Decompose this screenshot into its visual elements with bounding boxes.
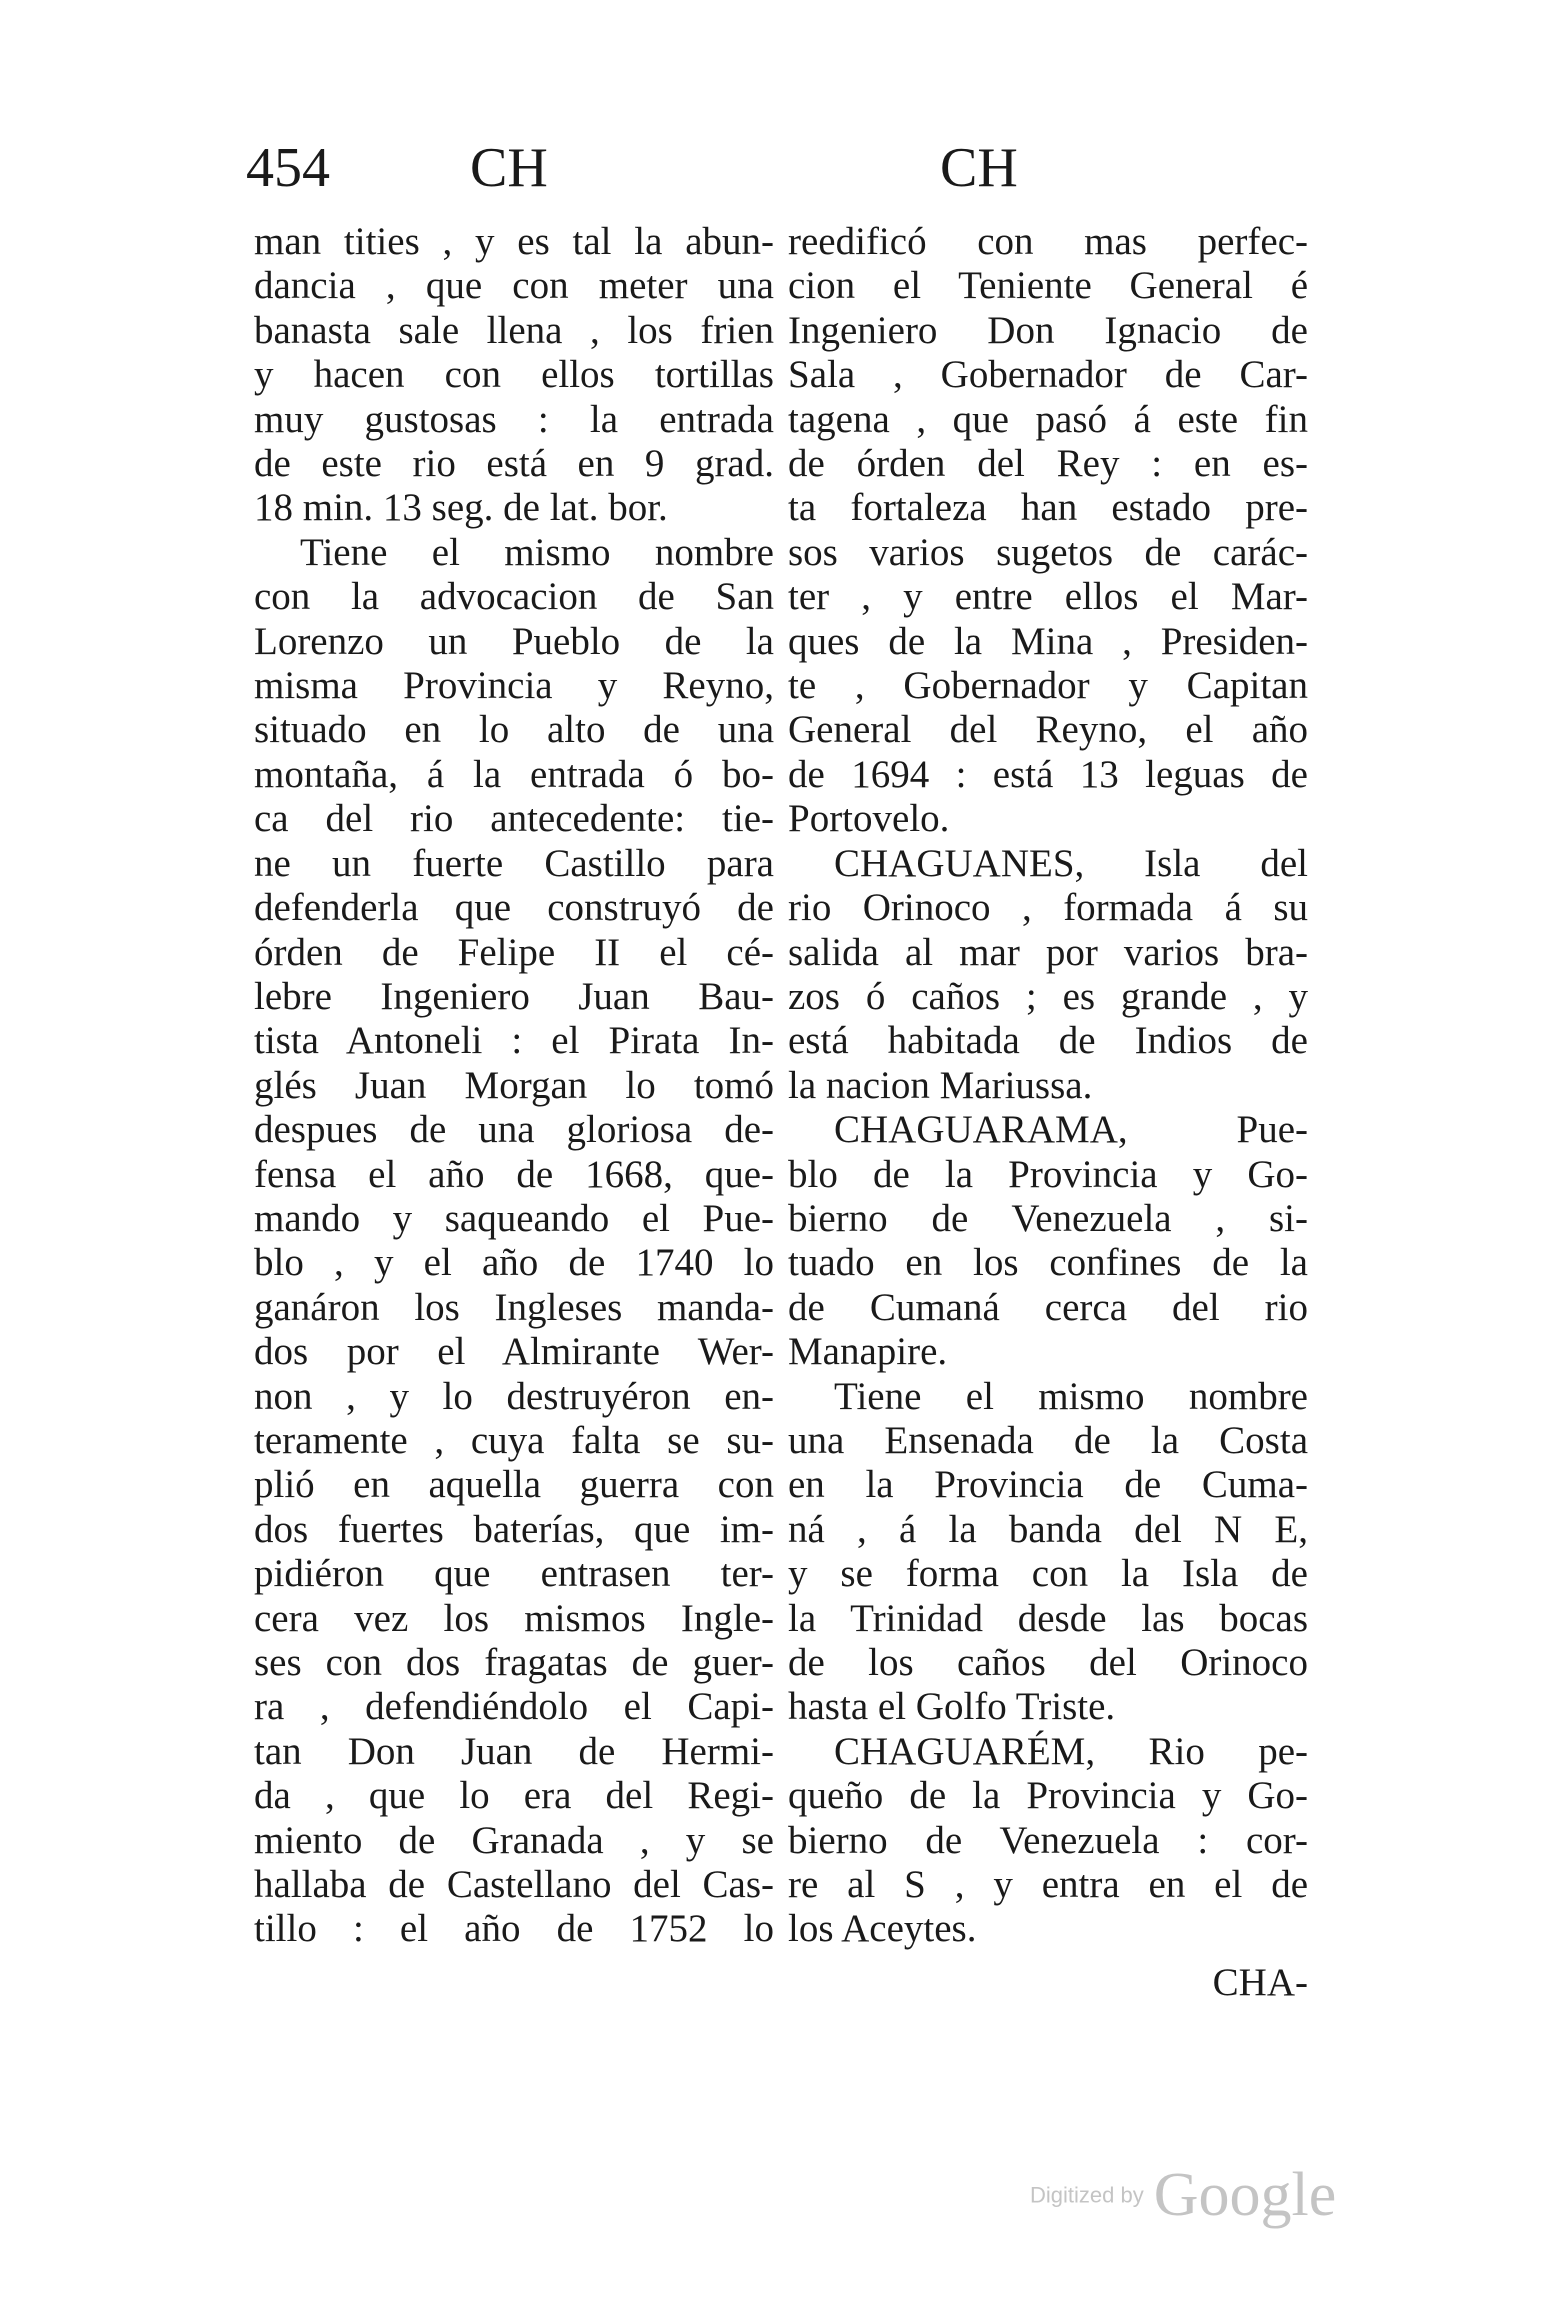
text-line: ganáron los Ingleses manda- (254, 1285, 774, 1329)
text-line: dos por el Almirante Wer- (254, 1330, 774, 1374)
text-line: banasta sale llena , los frien (254, 308, 774, 352)
page-number: 454 (246, 137, 330, 199)
text-line: Ingeniero Don Ignacio de (788, 308, 1308, 352)
text-line: y se forma con la Isla de (788, 1552, 1308, 1596)
text-line: ne un fuerte Castillo para (254, 841, 774, 885)
text-line: Manapire. (788, 1330, 948, 1374)
text-line: plió en aquella guerra con (254, 1463, 774, 1507)
text-line: reedificó con mas perfec- (788, 220, 1308, 263)
text-line: zos ó caños ; es grande , y (788, 974, 1308, 1018)
text-line: non , y lo destruyéron en- (254, 1374, 774, 1418)
text-line: misma Provincia y Reyno, (254, 664, 774, 708)
text-line: tagena , que pasó á este fin (788, 397, 1308, 441)
text-line: pidiéron que entrasen ter- (254, 1552, 774, 1596)
text-line: teramente , cuya falta se su- (254, 1418, 774, 1462)
text-line: 18 min. 13 seg. de lat. bor. (254, 486, 668, 530)
text-line: tista Antoneli : el Pirata In- (254, 1019, 774, 1063)
text-line: está habitada de Indios de (788, 1019, 1308, 1063)
text-line: mando y saqueando el Pue- (254, 1196, 774, 1240)
text-line: fensa el año de 1668, que- (254, 1152, 774, 1196)
text-line: ques de la Mina , Presiden- (788, 619, 1308, 663)
text-line: dos fuertes baterías, que im- (254, 1507, 774, 1551)
text-line: ra , defendiéndolo el Capi- (254, 1685, 774, 1729)
text-line: queño de la Provincia y Go- (788, 1774, 1308, 1818)
text-line: de órden del Rey : en es- (788, 442, 1308, 486)
text-line: man tities , y es tal la abun- (254, 220, 774, 263)
google-logo: Google (1153, 2161, 1337, 2229)
text-line: una Ensenada de la Costa (788, 1418, 1308, 1462)
text-line: re al S , y entra en el de (788, 1863, 1308, 1907)
text-line: Sala , Gobernador de Car- (788, 353, 1308, 397)
text-line: Tiene el mismo nombre (300, 530, 774, 574)
text-line: dancia , que con meter una (254, 264, 774, 308)
catchword: CHA- (1212, 1961, 1308, 2004)
left-text-column (254, 220, 774, 1952)
text-line: la nacion Mariussa. (788, 1063, 1093, 1107)
text-line: salida al mar por varios bra- (788, 930, 1308, 974)
text-line: de 1694 : está 13 leguas de (788, 752, 1308, 796)
text-line: ses con dos fragatas de guer- (254, 1641, 774, 1684)
text-line: muy gustosas : la entrada (254, 397, 774, 441)
text-line: CHAGUARÉM, Rio pe- (834, 1729, 1308, 1773)
text-line: Portovelo. (788, 797, 950, 841)
text-line: hasta el Golfo Triste. (788, 1685, 1116, 1729)
running-head-left: CH (470, 137, 548, 199)
text-line: General del Reyno, el año (788, 708, 1308, 752)
text-line: tuado en los confines de la (788, 1241, 1308, 1285)
text-line: de Cumaná cerca del rio (788, 1285, 1308, 1329)
digitized-by-google-watermark (1030, 2160, 1336, 2231)
text-line: blo , y el año de 1740 lo (254, 1241, 774, 1285)
text-line: hallaba de Castellano del Cas- (254, 1863, 774, 1907)
text-line: sos varios sugetos de carác- (788, 530, 1308, 574)
text-line: y hacen con ellos tortillas (254, 353, 774, 397)
text-line: en la Provincia de Cuma- (788, 1463, 1308, 1507)
text-line: cion el Teniente General é (788, 264, 1308, 308)
text-line: da , que lo era del Regi- (254, 1774, 774, 1818)
text-line: CHAGUARAMA, Pue- (834, 1108, 1308, 1152)
right-text-column (788, 220, 1308, 1952)
text-line: situado en lo alto de una (254, 708, 774, 752)
text-line: cera vez los mismos Ingle- (254, 1596, 774, 1640)
text-line: ta fortaleza han estado pre- (788, 486, 1308, 530)
text-line: te , Gobernador y Capitan (788, 664, 1308, 708)
text-line: bierno de Venezuela , si- (788, 1196, 1308, 1240)
text-line: Tiene el mismo nombre (834, 1374, 1308, 1418)
text-line: miento de Granada , y se (254, 1818, 774, 1862)
text-line: de este rio está en 9 grad. (254, 442, 774, 486)
text-line: defenderla que construyó de (254, 886, 774, 930)
watermark-prefix: Digitized by (1030, 2182, 1144, 2208)
text-line: ná , á la banda del N E, (788, 1507, 1308, 1551)
text-line: lebre Ingeniero Juan Bau- (254, 974, 774, 1018)
text-line: CHAGUANES, Isla del (834, 841, 1308, 885)
text-line: montaña, á la entrada ó bo- (254, 752, 774, 796)
text-line: ter , y entre ellos el Mar- (788, 575, 1308, 619)
text-line: los Aceytes. (788, 1907, 977, 1951)
text-line: tillo : el año de 1752 lo (254, 1907, 774, 1951)
text-line: con la advocacion de San (254, 575, 774, 619)
running-head-right: CH (940, 137, 1018, 199)
text-line: rio Orinoco , formada á su (788, 886, 1308, 930)
text-line: de los caños del Orinoco (788, 1641, 1308, 1684)
text-line: tan Don Juan de Hermi- (254, 1729, 774, 1773)
text-line: Lorenzo un Pueblo de la (254, 619, 774, 663)
text-line: órden de Felipe II el cé- (254, 930, 774, 974)
text-line: la Trinidad desde las bocas (788, 1596, 1308, 1640)
text-line: glés Juan Morgan lo tomó (254, 1063, 774, 1107)
text-line: blo de la Provincia y Go- (788, 1152, 1308, 1196)
text-line: ca del rio antecedente: tie- (254, 797, 774, 841)
text-line: despues de una gloriosa de- (254, 1108, 774, 1152)
text-line: bierno de Venezuela : cor- (788, 1818, 1308, 1862)
